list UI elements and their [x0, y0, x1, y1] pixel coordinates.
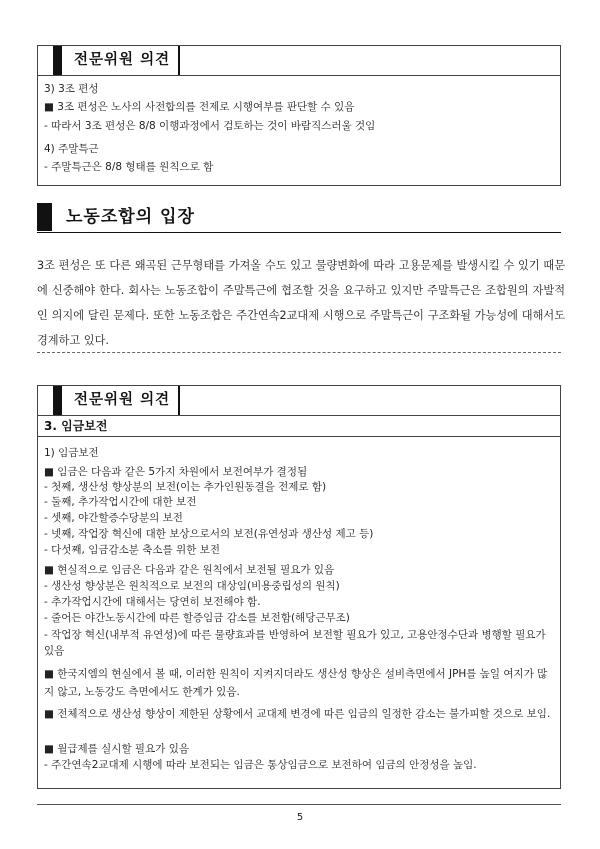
heading-rule [38, 436, 560, 437]
bullet-line: ■ 임금은 다음과 같은 5가지 차원에서 보전여부가 결정됨 [44, 466, 308, 478]
expert-opinion-header-2 [38, 386, 560, 416]
section-rule [37, 232, 561, 233]
expert-opinion-title-1: 전문위원 의견 [62, 46, 180, 75]
dash-line: - 생산성 향상분은 원칙적으로 보전의 대상임(비용중립성의 원칙) [44, 580, 340, 592]
dash-line: - 첫째, 생산성 향상분의 보전(이는 추가인원동결을 전제로 함) [44, 481, 327, 493]
item-heading-3jo: 3) 3조 편성 [44, 83, 99, 95]
page-number: 5 [296, 812, 304, 823]
dash-line: - 따라서 3조 편성은 8/8 이행과정에서 검토하는 것이 바람직스러울 것임 [44, 120, 376, 132]
bullet-line: ■ 3조 편성은 노사의 사전합의를 전제로 시행여부를 판단할 수 있음 [44, 101, 355, 113]
dash-line-wrapped: - 작업장 혁신(내부적 유연성)에 따른 물량효과를 반영하여 보전할 필요가 있고, 고용안정수단과 병행할 필요가 있음 [44, 629, 546, 657]
footer-rule [37, 804, 561, 805]
dash-line: - 다섯째, 임금감소분 축소를 위한 보전 [44, 544, 220, 556]
dash-line: - 둘째, 추가작업시간에 대한 보전 [44, 496, 197, 508]
dash-line: - 넷째, 작업장 혁신에 대한 보상으로서의 보전(유연성과 생산성 제고 등) [44, 528, 374, 540]
section-accent-bar [37, 203, 52, 231]
section-title-union: 노동조합의 입장 [66, 207, 195, 227]
union-paragraph: 3조 편성은 또 다른 왜곡된 근무형태를 가져올 수도 있고 물량변화에 따라 고용문제를 발생시킬 수 있기 때문에 신중해야 한다. 회사는 노동조합이 주말특근에 협조할 것을 요구하고 있지만 주말특근은 조합원의 자발적인 의지에 달린 문제다. 또한 노동조합은 주간연속2교대제 시행으로 주말특근이 구조화될 가능성에 대해서도 경계하고 있다. [37, 259, 565, 347]
dashed-separator [37, 352, 561, 353]
subsection-heading: 3. 임금보전 [44, 419, 108, 433]
expert-opinion-box-2 [37, 385, 561, 789]
bullet-line-wrapped: ■ 한국지엠의 현실에서 볼 때, 이러한 원칙이 지켜지더라도 생산성 향상은 설비측면에서 JPH를 높일 여지가 많지 않고, 노동강도 측면에서도 한계가 있음. [44, 668, 548, 698]
item-heading-wage: 1) 임금보전 [44, 447, 99, 459]
bullet-line: ■ 월급제를 실시할 필요가 있음 [44, 743, 189, 755]
header-accent-bar [53, 46, 62, 75]
dash-line: - 줄어든 야간노동시간에 따른 할증임금 감소를 보전함(해당근무조) [44, 612, 350, 624]
dash-line: - 주말특근은 8/8 형태를 원칙으로 함 [44, 161, 214, 173]
expert-opinion-box-1 [37, 45, 561, 186]
bullet-line-wrapped: ■ 전체적으로 생산성 향상이 제한된 상황에서 교대제 변경에 따른 임금의 일정한 감소는 불가피할 것으로 보임. [44, 708, 551, 720]
dash-line: - 셋째, 야간할증수당분의 보전 [44, 512, 183, 524]
header-accent-bar [53, 386, 62, 415]
dash-line: - 주간연속2교대제 시행에 따라 보전되는 임금은 통상임금으로 보전하여 임금의 안정성을 높임. [44, 759, 477, 771]
bullet-line: ■ 현실적으로 임금은 다음과 같은 원칙에서 보전될 필요가 있음 [44, 564, 335, 576]
item-heading-weekend: 4) 주말특근 [44, 143, 99, 155]
expert-opinion-title-2: 전문위원 의견 [62, 386, 180, 415]
expert-opinion-header-1 [38, 46, 560, 76]
dash-line: - 추가작업시간에 대해서는 당연히 보전해야 함. [44, 596, 261, 608]
